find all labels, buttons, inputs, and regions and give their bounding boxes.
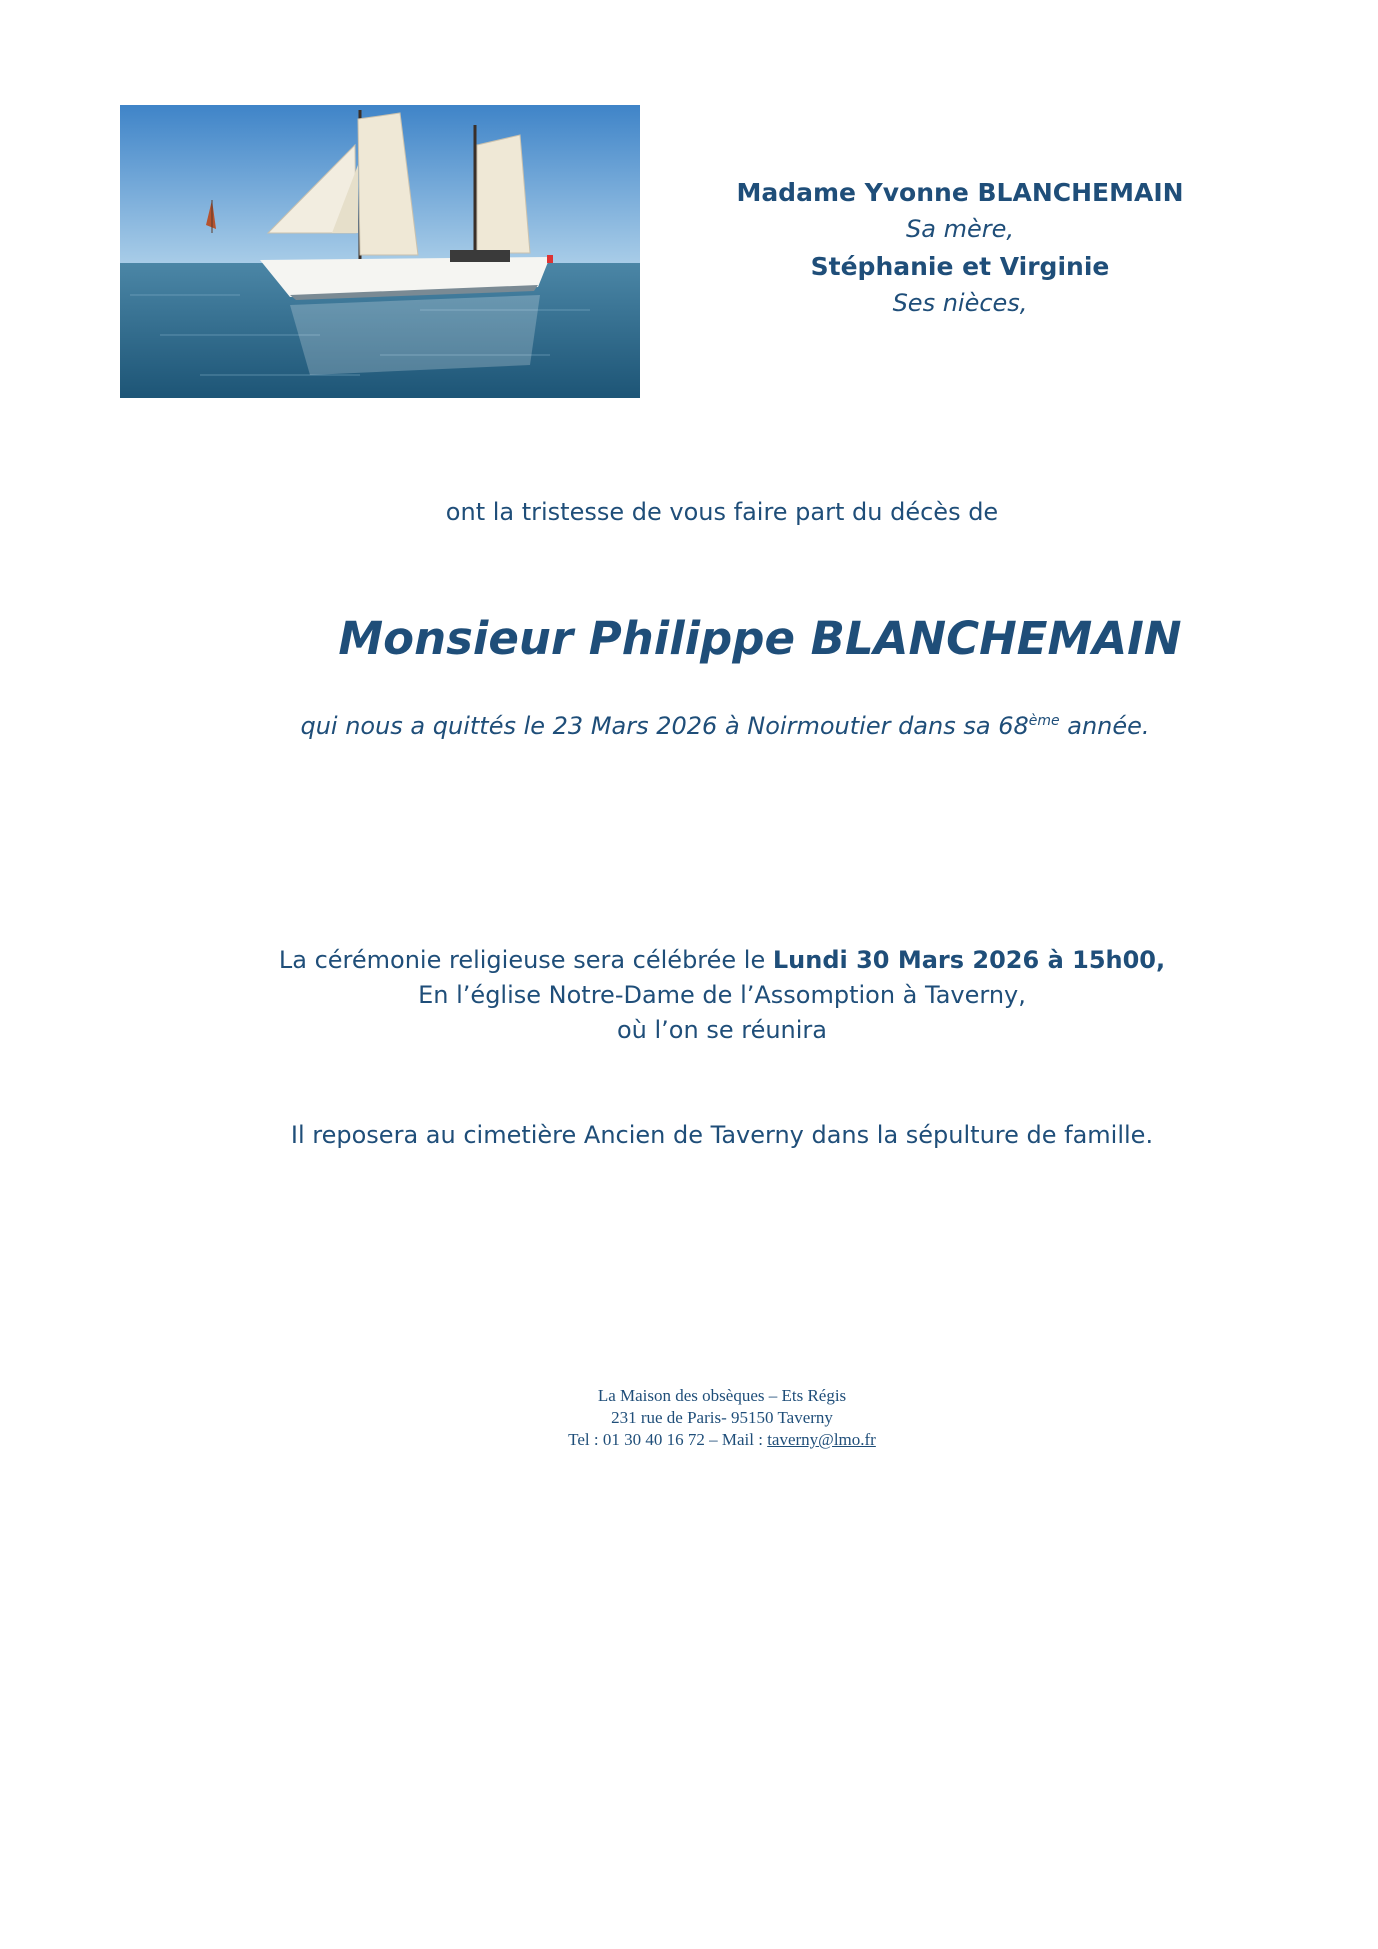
- nieces-names: Stéphanie et Virginie: [810, 252, 1110, 281]
- funeral-home-block: [0, 1385, 1378, 1451]
- family-block: [700, 174, 1220, 322]
- ceremony-date-time: Lundi 30 Mars 2026 à 15h00,: [772, 946, 1166, 974]
- burial-text: Il reposera au cimetière Ancien de Taverny dans la sépulture de famille.: [290, 1121, 1154, 1149]
- deceased-name: Monsieur Philippe BLANCHEMAIN: [338, 612, 1182, 665]
- ceremony-line-1: [0, 943, 1378, 978]
- funeral-home-name: La Maison des obsèques – Ets Régis: [597, 1386, 847, 1405]
- phone-text: Tel : 01 30 40 16 72 – Mail :: [568, 1430, 768, 1449]
- funeral-home-contact: [0, 1429, 1378, 1451]
- ceremony-block: [0, 943, 1378, 1048]
- passing-text-start: qui nous a quittés le 23 Mars 2026 à Noirmoutier dans sa 68: [300, 712, 1029, 740]
- ceremony-intro: La cérémonie religieuse sera célébrée le: [278, 946, 773, 974]
- nieces-relation: Ses nièces,: [892, 289, 1028, 317]
- ceremony-location: En l’église Notre-Dame de l’Assomption à Taverny,: [418, 981, 1026, 1009]
- passing-text-end: année.: [1059, 712, 1150, 740]
- mother-relation: Sa mère,: [906, 215, 1014, 243]
- ceremony-gathering: où l’on se réunira: [616, 1016, 827, 1044]
- funeral-home-address: 231 rue de Paris- 95150 Taverny: [611, 1408, 833, 1427]
- announcement-intro: ont la tristesse de vous faire part du décès de: [445, 498, 999, 526]
- mother-name: Madame Yvonne BLANCHEMAIN: [736, 178, 1184, 207]
- email-link[interactable]: taverny@lmo.fr: [767, 1430, 876, 1449]
- passing-details: [0, 712, 1378, 740]
- ordinal-suffix: ème: [1028, 713, 1060, 729]
- sailboat-photo: [120, 105, 640, 398]
